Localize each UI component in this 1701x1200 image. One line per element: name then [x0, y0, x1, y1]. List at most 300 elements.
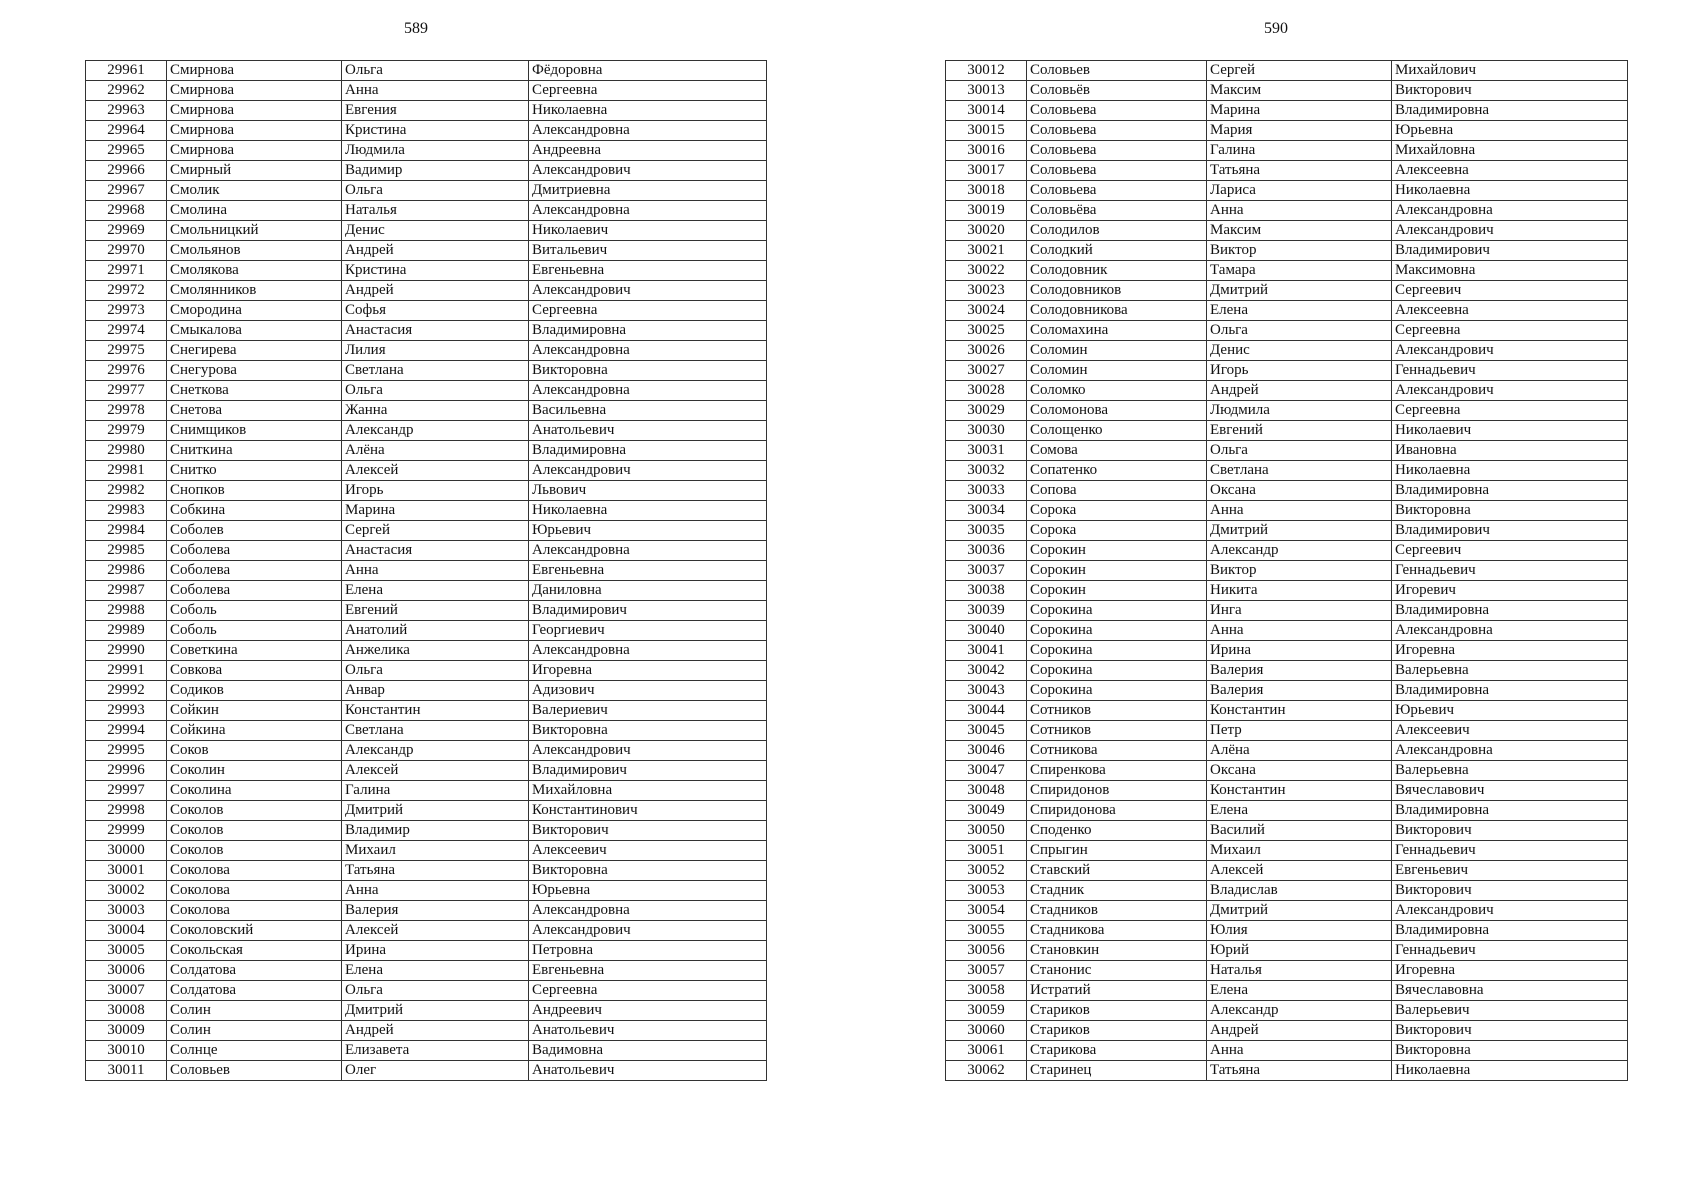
table-row [946, 901, 1628, 921]
surname-cell: Смолина [167, 201, 342, 221]
entry-number-cell: 29994 [86, 721, 167, 741]
first-name-cell: Константин [342, 701, 529, 721]
entry-number-cell: 30051 [946, 841, 1027, 861]
table-row [946, 201, 1628, 221]
table-row [86, 401, 767, 421]
first-name-cell: Сергей [342, 521, 529, 541]
entry-number-cell: 29997 [86, 781, 167, 801]
patronymic-cell: Сергеевна [1392, 321, 1628, 341]
entry-number-cell: 29993 [86, 701, 167, 721]
patronymic-cell: Владимировна [529, 321, 767, 341]
surname-cell: Солдатова [167, 981, 342, 1001]
table-row [86, 1021, 767, 1041]
entry-number-cell: 30018 [946, 181, 1027, 201]
surname-cell: Спиридонов [1027, 781, 1207, 801]
patronymic-cell: Николаевна [529, 101, 767, 121]
patronymic-cell: Андреевич [529, 1001, 767, 1021]
patronymic-cell: Александрович [1392, 221, 1628, 241]
first-name-cell: Виктор [1207, 241, 1392, 261]
table-row [86, 1001, 767, 1021]
entry-number-cell: 30011 [86, 1061, 167, 1081]
first-name-cell: Анна [342, 561, 529, 581]
patronymic-cell: Александрович [529, 741, 767, 761]
first-name-cell: Ольга [1207, 441, 1392, 461]
surname-cell: Соловьева [1027, 101, 1207, 121]
patronymic-cell: Сергеевна [529, 981, 767, 1001]
entry-number-cell: 30024 [946, 301, 1027, 321]
table-row [946, 921, 1628, 941]
surname-cell: Соловьева [1027, 181, 1207, 201]
first-name-cell: Александр [1207, 541, 1392, 561]
patronymic-cell: Александровна [529, 901, 767, 921]
first-name-cell: Анна [1207, 1041, 1392, 1061]
surname-cell: Смородина [167, 301, 342, 321]
table-row [946, 301, 1628, 321]
entry-number-cell: 30044 [946, 701, 1027, 721]
surname-cell: Стадникова [1027, 921, 1207, 941]
first-name-cell: Анастасия [342, 321, 529, 341]
patronymic-cell: Николаевна [1392, 461, 1628, 481]
table-row [946, 641, 1628, 661]
surname-cell: Смирнова [167, 81, 342, 101]
table-row [946, 281, 1628, 301]
entry-number-cell: 29983 [86, 501, 167, 521]
table-row [86, 101, 767, 121]
table-row [86, 721, 767, 741]
patronymic-cell: Владимирович [529, 601, 767, 621]
entry-number-cell: 30019 [946, 201, 1027, 221]
surname-cell: Соловьева [1027, 141, 1207, 161]
patronymic-cell: Геннадьевич [1392, 841, 1628, 861]
first-name-cell: Дмитрий [342, 801, 529, 821]
page-number-left: 589 [404, 20, 428, 37]
first-name-cell: Ольга [342, 661, 529, 681]
first-name-cell: Мария [1207, 121, 1392, 141]
entry-number-cell: 29980 [86, 441, 167, 461]
table-row [946, 941, 1628, 961]
entry-number-cell: 30026 [946, 341, 1027, 361]
surname-cell: Соломахина [1027, 321, 1207, 341]
table-row [86, 901, 767, 921]
patronymic-cell: Александровна [529, 201, 767, 221]
table-row [946, 341, 1628, 361]
table-row [946, 221, 1628, 241]
patronymic-cell: Алексеевна [1392, 301, 1628, 321]
entry-number-cell: 30015 [946, 121, 1027, 141]
surname-cell: Сорокина [1027, 641, 1207, 661]
patronymic-cell: Даниловна [529, 581, 767, 601]
first-name-cell: Анвар [342, 681, 529, 701]
entry-number-cell: 29988 [86, 601, 167, 621]
surname-cell: Сорокин [1027, 581, 1207, 601]
surname-cell: Стариков [1027, 1021, 1207, 1041]
patronymic-cell: Викторович [1392, 1021, 1628, 1041]
entry-number-cell: 30029 [946, 401, 1027, 421]
surname-cell: Стариков [1027, 1001, 1207, 1021]
first-name-cell: Юрий [1207, 941, 1392, 961]
surname-cell: Соколова [167, 901, 342, 921]
entry-number-cell: 29986 [86, 561, 167, 581]
patronymic-cell: Владимировна [1392, 801, 1628, 821]
surname-cell: Совкова [167, 661, 342, 681]
patronymic-cell: Владимировна [529, 441, 767, 461]
surname-cell: Снегирева [167, 341, 342, 361]
surname-cell: Содиков [167, 681, 342, 701]
entry-number-cell: 29964 [86, 121, 167, 141]
table-row [946, 841, 1628, 861]
patronymic-cell: Викторовна [1392, 501, 1628, 521]
first-name-cell: Петр [1207, 721, 1392, 741]
patronymic-cell: Александровна [1392, 201, 1628, 221]
patronymic-cell: Николаевна [1392, 181, 1628, 201]
entry-number-cell: 29996 [86, 761, 167, 781]
table-row [86, 921, 767, 941]
entry-number-cell: 30002 [86, 881, 167, 901]
surname-cell: Сомова [1027, 441, 1207, 461]
surname-cell: Соломко [1027, 381, 1207, 401]
first-name-cell: Татьяна [342, 861, 529, 881]
table-row [946, 721, 1628, 741]
surname-cell: Сорокина [1027, 661, 1207, 681]
table-row [946, 661, 1628, 681]
first-name-cell: Кристина [342, 261, 529, 281]
table-row [946, 461, 1628, 481]
entry-number-cell: 29966 [86, 161, 167, 181]
table-row [946, 821, 1628, 841]
patronymic-cell: Викторовна [529, 361, 767, 381]
patronymic-cell: Сергеевич [1392, 281, 1628, 301]
entry-number-cell: 30016 [946, 141, 1027, 161]
patronymic-cell: Сергеевна [529, 301, 767, 321]
patronymic-cell: Александрович [529, 921, 767, 941]
entry-number-cell: 30001 [86, 861, 167, 881]
surname-cell: Старикова [1027, 1041, 1207, 1061]
surname-cell: Сойкин [167, 701, 342, 721]
entry-number-cell: 29969 [86, 221, 167, 241]
roster-table-left [85, 60, 767, 1081]
surname-cell: Смолякова [167, 261, 342, 281]
patronymic-cell: Валериевич [529, 701, 767, 721]
surname-cell: Сорокина [1027, 681, 1207, 701]
table-row [946, 381, 1628, 401]
surname-cell: Смольянов [167, 241, 342, 261]
table-row [86, 821, 767, 841]
table-row [86, 221, 767, 241]
surname-cell: Соловьёва [1027, 201, 1207, 221]
entry-number-cell: 29961 [86, 61, 167, 81]
surname-cell: Соболева [167, 541, 342, 561]
surname-cell: Снеткова [167, 381, 342, 401]
first-name-cell: Олег [342, 1061, 529, 1081]
first-name-cell: Андрей [1207, 1021, 1392, 1041]
entry-number-cell: 30025 [946, 321, 1027, 341]
table-row [946, 421, 1628, 441]
table-row [86, 841, 767, 861]
first-name-cell: Максим [1207, 221, 1392, 241]
surname-cell: Соколов [167, 841, 342, 861]
surname-cell: Споденко [1027, 821, 1207, 841]
first-name-cell: Светлана [1207, 461, 1392, 481]
patronymic-cell: Николаевна [529, 501, 767, 521]
entry-number-cell: 30054 [946, 901, 1027, 921]
surname-cell: Соловьев [1027, 61, 1207, 81]
table-row [86, 681, 767, 701]
first-name-cell: Андрей [1207, 381, 1392, 401]
patronymic-cell: Дмитриевна [529, 181, 767, 201]
patronymic-cell: Викторович [1392, 81, 1628, 101]
surname-cell: Соков [167, 741, 342, 761]
surname-cell: Снитко [167, 461, 342, 481]
patronymic-cell: Анатольевич [529, 1021, 767, 1041]
entry-number-cell: 30046 [946, 741, 1027, 761]
surname-cell: Сопова [1027, 481, 1207, 501]
entry-number-cell: 30056 [946, 941, 1027, 961]
patronymic-cell: Александрович [529, 161, 767, 181]
patronymic-cell: Юрьевич [529, 521, 767, 541]
entry-number-cell: 29975 [86, 341, 167, 361]
table-row [946, 441, 1628, 461]
table-row [946, 1041, 1628, 1061]
first-name-cell: Андрей [342, 241, 529, 261]
entry-number-cell: 30004 [86, 921, 167, 941]
patronymic-cell: Сергеевич [1392, 541, 1628, 561]
entry-number-cell: 29990 [86, 641, 167, 661]
first-name-cell: Александр [1207, 1001, 1392, 1021]
table-row [86, 981, 767, 1001]
first-name-cell: Валерия [342, 901, 529, 921]
first-name-cell: Александр [342, 421, 529, 441]
surname-cell: Смолик [167, 181, 342, 201]
surname-cell: Смолянников [167, 281, 342, 301]
first-name-cell: Елена [1207, 981, 1392, 1001]
first-name-cell: Юлия [1207, 921, 1392, 941]
table-row [946, 861, 1628, 881]
entry-number-cell: 29967 [86, 181, 167, 201]
entry-number-cell: 30050 [946, 821, 1027, 841]
first-name-cell: Владимир [342, 821, 529, 841]
patronymic-cell: Фёдоровна [529, 61, 767, 81]
table-row [86, 261, 767, 281]
table-row [946, 61, 1628, 81]
patronymic-cell: Владимировна [1392, 101, 1628, 121]
first-name-cell: Дмитрий [1207, 901, 1392, 921]
patronymic-cell: Евгеньевич [1392, 861, 1628, 881]
first-name-cell: Анна [1207, 201, 1392, 221]
table-row [86, 941, 767, 961]
table-row [946, 761, 1628, 781]
patronymic-cell: Евгеньевна [529, 961, 767, 981]
entry-number-cell: 30052 [946, 861, 1027, 881]
patronymic-cell: Валерьевна [1392, 761, 1628, 781]
entry-number-cell: 30055 [946, 921, 1027, 941]
patronymic-cell: Владимирович [529, 761, 767, 781]
patronymic-cell: Александровна [529, 641, 767, 661]
surname-cell: Соколова [167, 861, 342, 881]
surname-cell: Смольницкий [167, 221, 342, 241]
first-name-cell: Владислав [1207, 881, 1392, 901]
entry-number-cell: 30022 [946, 261, 1027, 281]
surname-cell: Смирнова [167, 61, 342, 81]
patronymic-cell: Александрович [1392, 381, 1628, 401]
first-name-cell: Наталья [1207, 961, 1392, 981]
surname-cell: Солодилов [1027, 221, 1207, 241]
table-row [86, 1061, 767, 1081]
table-row [946, 181, 1628, 201]
table-row [86, 781, 767, 801]
entry-number-cell: 30061 [946, 1041, 1027, 1061]
table-row [86, 241, 767, 261]
patronymic-cell: Константинович [529, 801, 767, 821]
patronymic-cell: Алексеевич [529, 841, 767, 861]
table-row [86, 61, 767, 81]
table-row [86, 281, 767, 301]
first-name-cell: Галина [342, 781, 529, 801]
surname-cell: Соколин [167, 761, 342, 781]
first-name-cell: Алексей [342, 761, 529, 781]
patronymic-cell: Александровна [529, 341, 767, 361]
table-row [946, 401, 1628, 421]
table-row [946, 781, 1628, 801]
patronymic-cell: Игоревич [1392, 581, 1628, 601]
table-row [946, 741, 1628, 761]
first-name-cell: Ольга [1207, 321, 1392, 341]
patronymic-cell: Александрович [529, 281, 767, 301]
table-row [86, 381, 767, 401]
entry-number-cell: 29992 [86, 681, 167, 701]
surname-cell: Солодовникова [1027, 301, 1207, 321]
surname-cell: Соломин [1027, 361, 1207, 381]
patronymic-cell: Александрович [1392, 341, 1628, 361]
patronymic-cell: Алексеевич [1392, 721, 1628, 741]
entry-number-cell: 30057 [946, 961, 1027, 981]
table-row [86, 521, 767, 541]
first-name-cell: Софья [342, 301, 529, 321]
surname-cell: Снимщиков [167, 421, 342, 441]
first-name-cell: Ирина [1207, 641, 1392, 661]
entry-number-cell: 29968 [86, 201, 167, 221]
surname-cell: Станонис [1027, 961, 1207, 981]
entry-number-cell: 30035 [946, 521, 1027, 541]
entry-number-cell: 29979 [86, 421, 167, 441]
table-row [946, 801, 1628, 821]
patronymic-cell: Викторович [1392, 881, 1628, 901]
table-row [86, 601, 767, 621]
table-row [946, 361, 1628, 381]
entry-number-cell: 29998 [86, 801, 167, 821]
first-name-cell: Ольга [342, 981, 529, 1001]
entry-number-cell: 29987 [86, 581, 167, 601]
surname-cell: Смыкалова [167, 321, 342, 341]
table-row [86, 441, 767, 461]
first-name-cell: Елена [342, 961, 529, 981]
entry-number-cell: 30045 [946, 721, 1027, 741]
surname-cell: Соболева [167, 561, 342, 581]
first-name-cell: Светлана [342, 361, 529, 381]
patronymic-cell: Евгеньевна [529, 561, 767, 581]
surname-cell: Сорока [1027, 501, 1207, 521]
first-name-cell: Ирина [342, 941, 529, 961]
table-row [86, 561, 767, 581]
entry-number-cell: 30062 [946, 1061, 1027, 1081]
entry-number-cell: 30000 [86, 841, 167, 861]
first-name-cell: Алексей [1207, 861, 1392, 881]
patronymic-cell: Александрович [1392, 901, 1628, 921]
surname-cell: Смирный [167, 161, 342, 181]
entry-number-cell: 30049 [946, 801, 1027, 821]
patronymic-cell: Вячеславович [1392, 781, 1628, 801]
patronymic-cell: Владимировна [1392, 681, 1628, 701]
entry-number-cell: 29965 [86, 141, 167, 161]
table-row [946, 681, 1628, 701]
entry-number-cell: 29981 [86, 461, 167, 481]
first-name-cell: Алексей [342, 921, 529, 941]
surname-cell: Сотников [1027, 701, 1207, 721]
table-row [86, 501, 767, 521]
first-name-cell: Марина [342, 501, 529, 521]
table-row [86, 581, 767, 601]
surname-cell: Соколова [167, 881, 342, 901]
patronymic-cell: Адизович [529, 681, 767, 701]
first-name-cell: Дмитрий [342, 1001, 529, 1021]
surname-cell: Солодкий [1027, 241, 1207, 261]
patronymic-cell: Валерьевна [1392, 661, 1628, 681]
entry-number-cell: 30037 [946, 561, 1027, 581]
patronymic-cell: Витальевич [529, 241, 767, 261]
entry-number-cell: 30039 [946, 601, 1027, 621]
first-name-cell: Михаил [342, 841, 529, 861]
surname-cell: Сокольская [167, 941, 342, 961]
table-row [946, 81, 1628, 101]
surname-cell: Сотников [1027, 721, 1207, 741]
table-row [946, 621, 1628, 641]
first-name-cell: Дмитрий [1207, 521, 1392, 541]
entry-number-cell: 30007 [86, 981, 167, 1001]
entry-number-cell: 30020 [946, 221, 1027, 241]
entry-number-cell: 29963 [86, 101, 167, 121]
surname-cell: Смирнова [167, 101, 342, 121]
patronymic-cell: Викторович [1392, 821, 1628, 841]
surname-cell: Снетова [167, 401, 342, 421]
first-name-cell: Вадимир [342, 161, 529, 181]
first-name-cell: Ольга [342, 61, 529, 81]
table-row [946, 481, 1628, 501]
surname-cell: Снегурова [167, 361, 342, 381]
entry-number-cell: 30043 [946, 681, 1027, 701]
table-row [946, 241, 1628, 261]
first-name-cell: Денис [1207, 341, 1392, 361]
surname-cell: Смирнова [167, 141, 342, 161]
table-row [946, 101, 1628, 121]
entry-number-cell: 29984 [86, 521, 167, 541]
first-name-cell: Игорь [1207, 361, 1392, 381]
surname-cell: Соболь [167, 621, 342, 641]
patronymic-cell: Михайловна [1392, 141, 1628, 161]
patronymic-cell: Игоревна [529, 661, 767, 681]
table-row [946, 881, 1628, 901]
table-row [86, 661, 767, 681]
patronymic-cell: Валерьевич [1392, 1001, 1628, 1021]
surname-cell: Спрыгин [1027, 841, 1207, 861]
patronymic-cell: Александровна [529, 381, 767, 401]
patronymic-cell: Сергеевна [529, 81, 767, 101]
first-name-cell: Елена [1207, 801, 1392, 821]
entry-number-cell: 30003 [86, 901, 167, 921]
table-row [946, 1061, 1628, 1081]
patronymic-cell: Юрьевич [1392, 701, 1628, 721]
patronymic-cell: Владимировна [1392, 921, 1628, 941]
table-row [946, 1001, 1628, 1021]
surname-cell: Солин [167, 1001, 342, 1021]
